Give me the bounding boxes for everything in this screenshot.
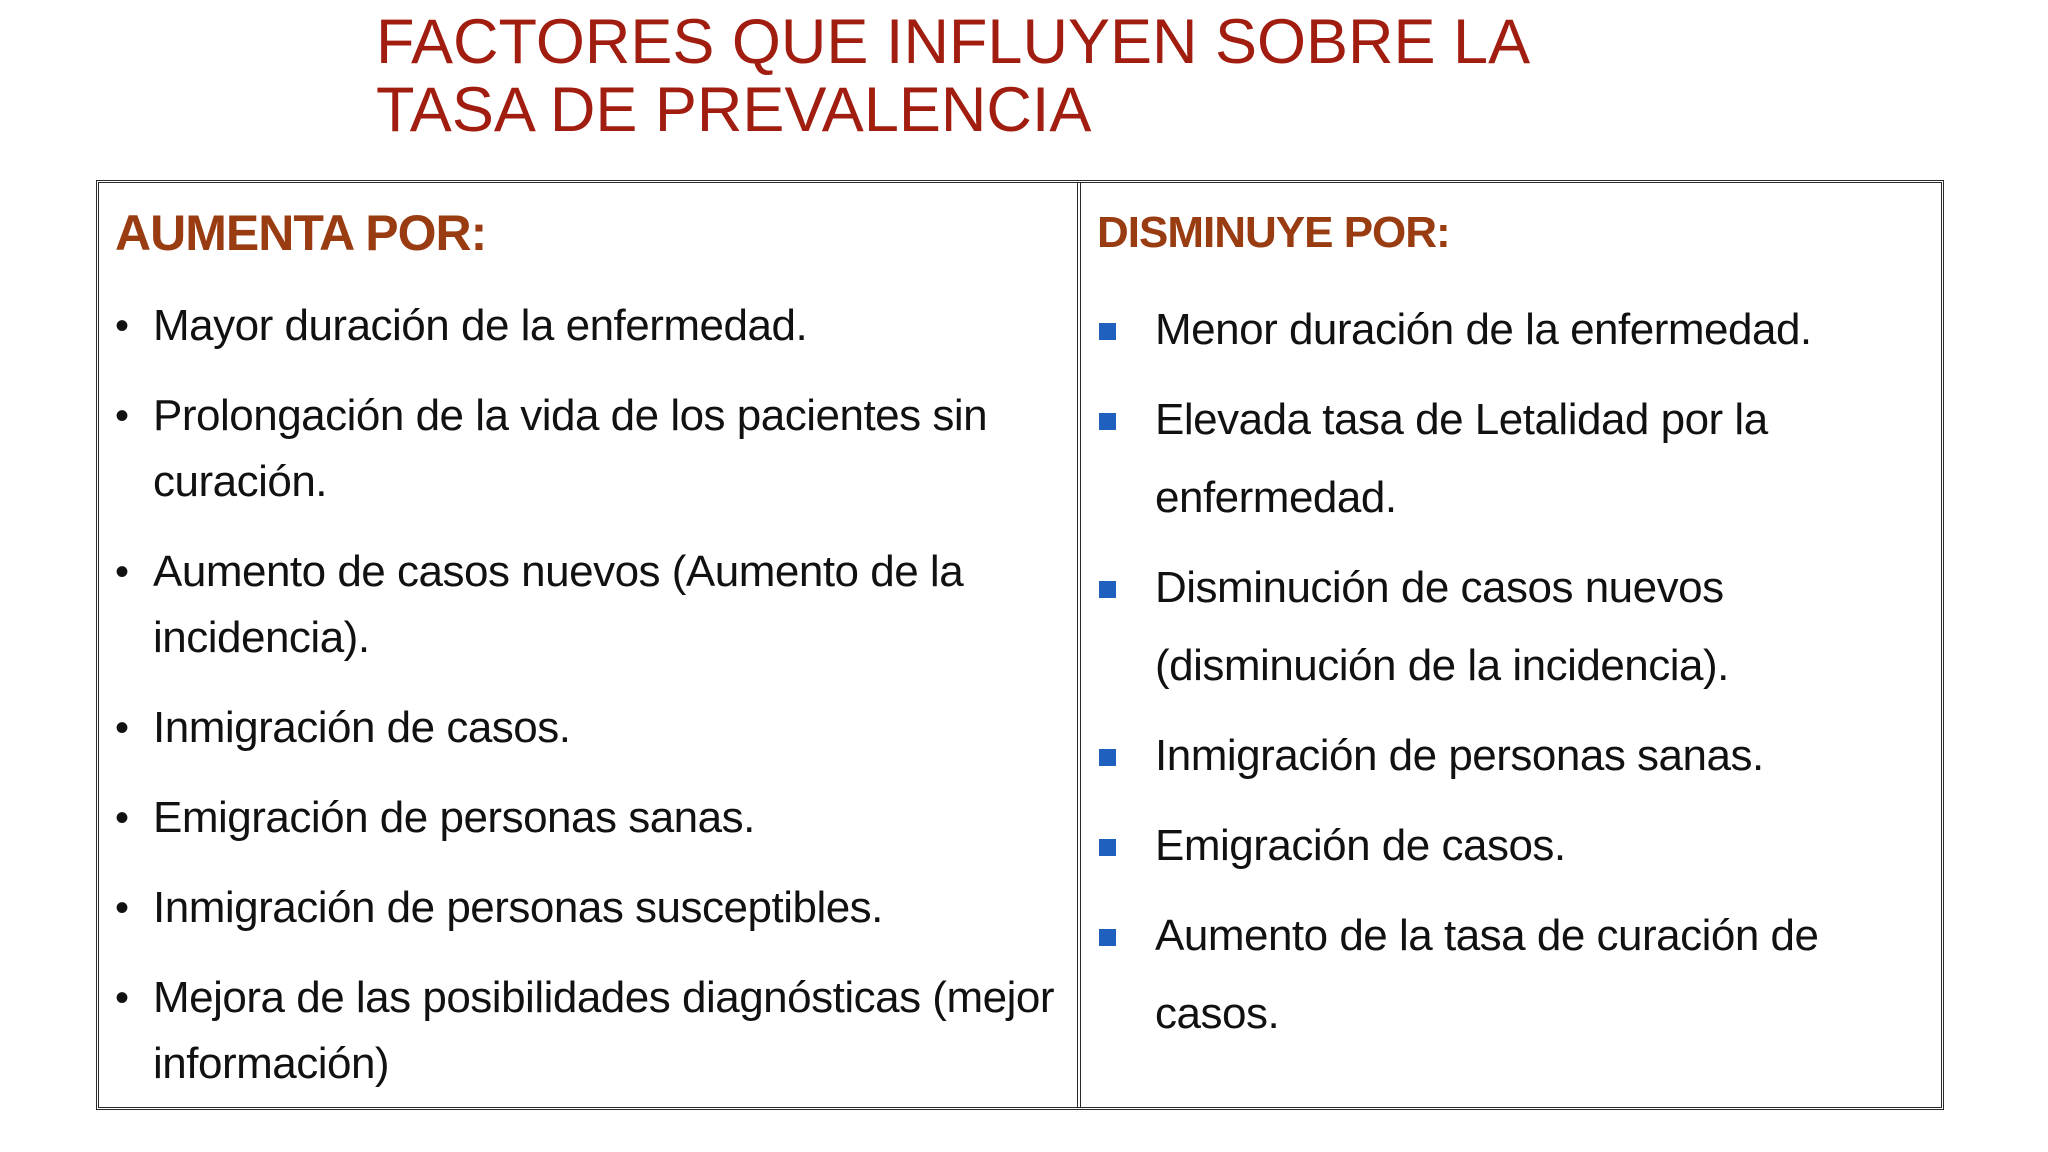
list-item: [115, 785, 1065, 851]
page-title: [376, 8, 1876, 144]
item-text: Elevada tasa de Letalidad por la enfermedad.: [1155, 395, 1768, 522]
item-text: Menor duración de la enfermedad.: [1155, 305, 1812, 354]
item-text: Inmigración de casos.: [153, 703, 571, 752]
item-text: Emigración de casos.: [1155, 821, 1566, 870]
item-text: Emigración de personas sanas.: [153, 793, 755, 842]
item-text: Aumento de casos nuevos (Aumento de la incidencia).: [153, 547, 964, 662]
list-item: [1097, 717, 1917, 795]
list-item: [1097, 291, 1917, 369]
list-item: [115, 539, 1065, 671]
round-bullet-icon: •: [115, 706, 129, 750]
decrease-list: [1097, 291, 1917, 1065]
round-bullet-icon: •: [115, 394, 129, 438]
square-bullet-icon: [1099, 839, 1116, 856]
item-text: Mayor duración de la enfermedad.: [153, 301, 808, 350]
list-item: [1097, 381, 1917, 537]
item-text: Aumento de la tasa de curación de casos.: [1155, 911, 1819, 1038]
increase-heading: AUMENTA POR:: [115, 205, 487, 261]
item-text: Mejora de las posibilidades diagnósticas (mejor información): [153, 973, 1054, 1088]
factors-table: [96, 180, 1944, 1110]
list-item: [1097, 807, 1917, 885]
square-bullet-icon: [1099, 749, 1116, 766]
increase-column: [99, 183, 1081, 1107]
item-text: Inmigración de personas sanas.: [1155, 731, 1764, 780]
round-bullet-icon: •: [115, 886, 129, 930]
item-text: Prolongación de la vida de los pacientes sin curación.: [153, 391, 988, 506]
list-item: [115, 875, 1065, 941]
list-item: [115, 965, 1065, 1097]
list-item: [115, 383, 1065, 515]
list-item: [115, 293, 1065, 359]
square-bullet-icon: [1099, 581, 1116, 598]
square-bullet-icon: [1099, 413, 1116, 430]
title-line-1: FACTORES QUE INFLUYEN SOBRE LA: [376, 7, 1531, 77]
round-bullet-icon: •: [115, 304, 129, 348]
round-bullet-icon: •: [115, 976, 129, 1020]
item-text: Inmigración de personas susceptibles.: [153, 883, 883, 932]
round-bullet-icon: •: [115, 796, 129, 840]
decrease-heading: DISMINUYE POR:: [1097, 208, 1450, 257]
list-item: [115, 695, 1065, 761]
item-text: Disminución de casos nuevos (disminución de la incidencia).: [1155, 563, 1729, 690]
round-bullet-icon: •: [115, 550, 129, 594]
list-item: [1097, 549, 1917, 705]
decrease-column: [1081, 183, 1941, 1107]
square-bullet-icon: [1099, 323, 1116, 340]
square-bullet-icon: [1099, 929, 1116, 946]
increase-list: [115, 293, 1065, 1121]
list-item: [1097, 897, 1917, 1053]
title-line-2: TASA DE PREVALENCIA: [376, 75, 1092, 145]
